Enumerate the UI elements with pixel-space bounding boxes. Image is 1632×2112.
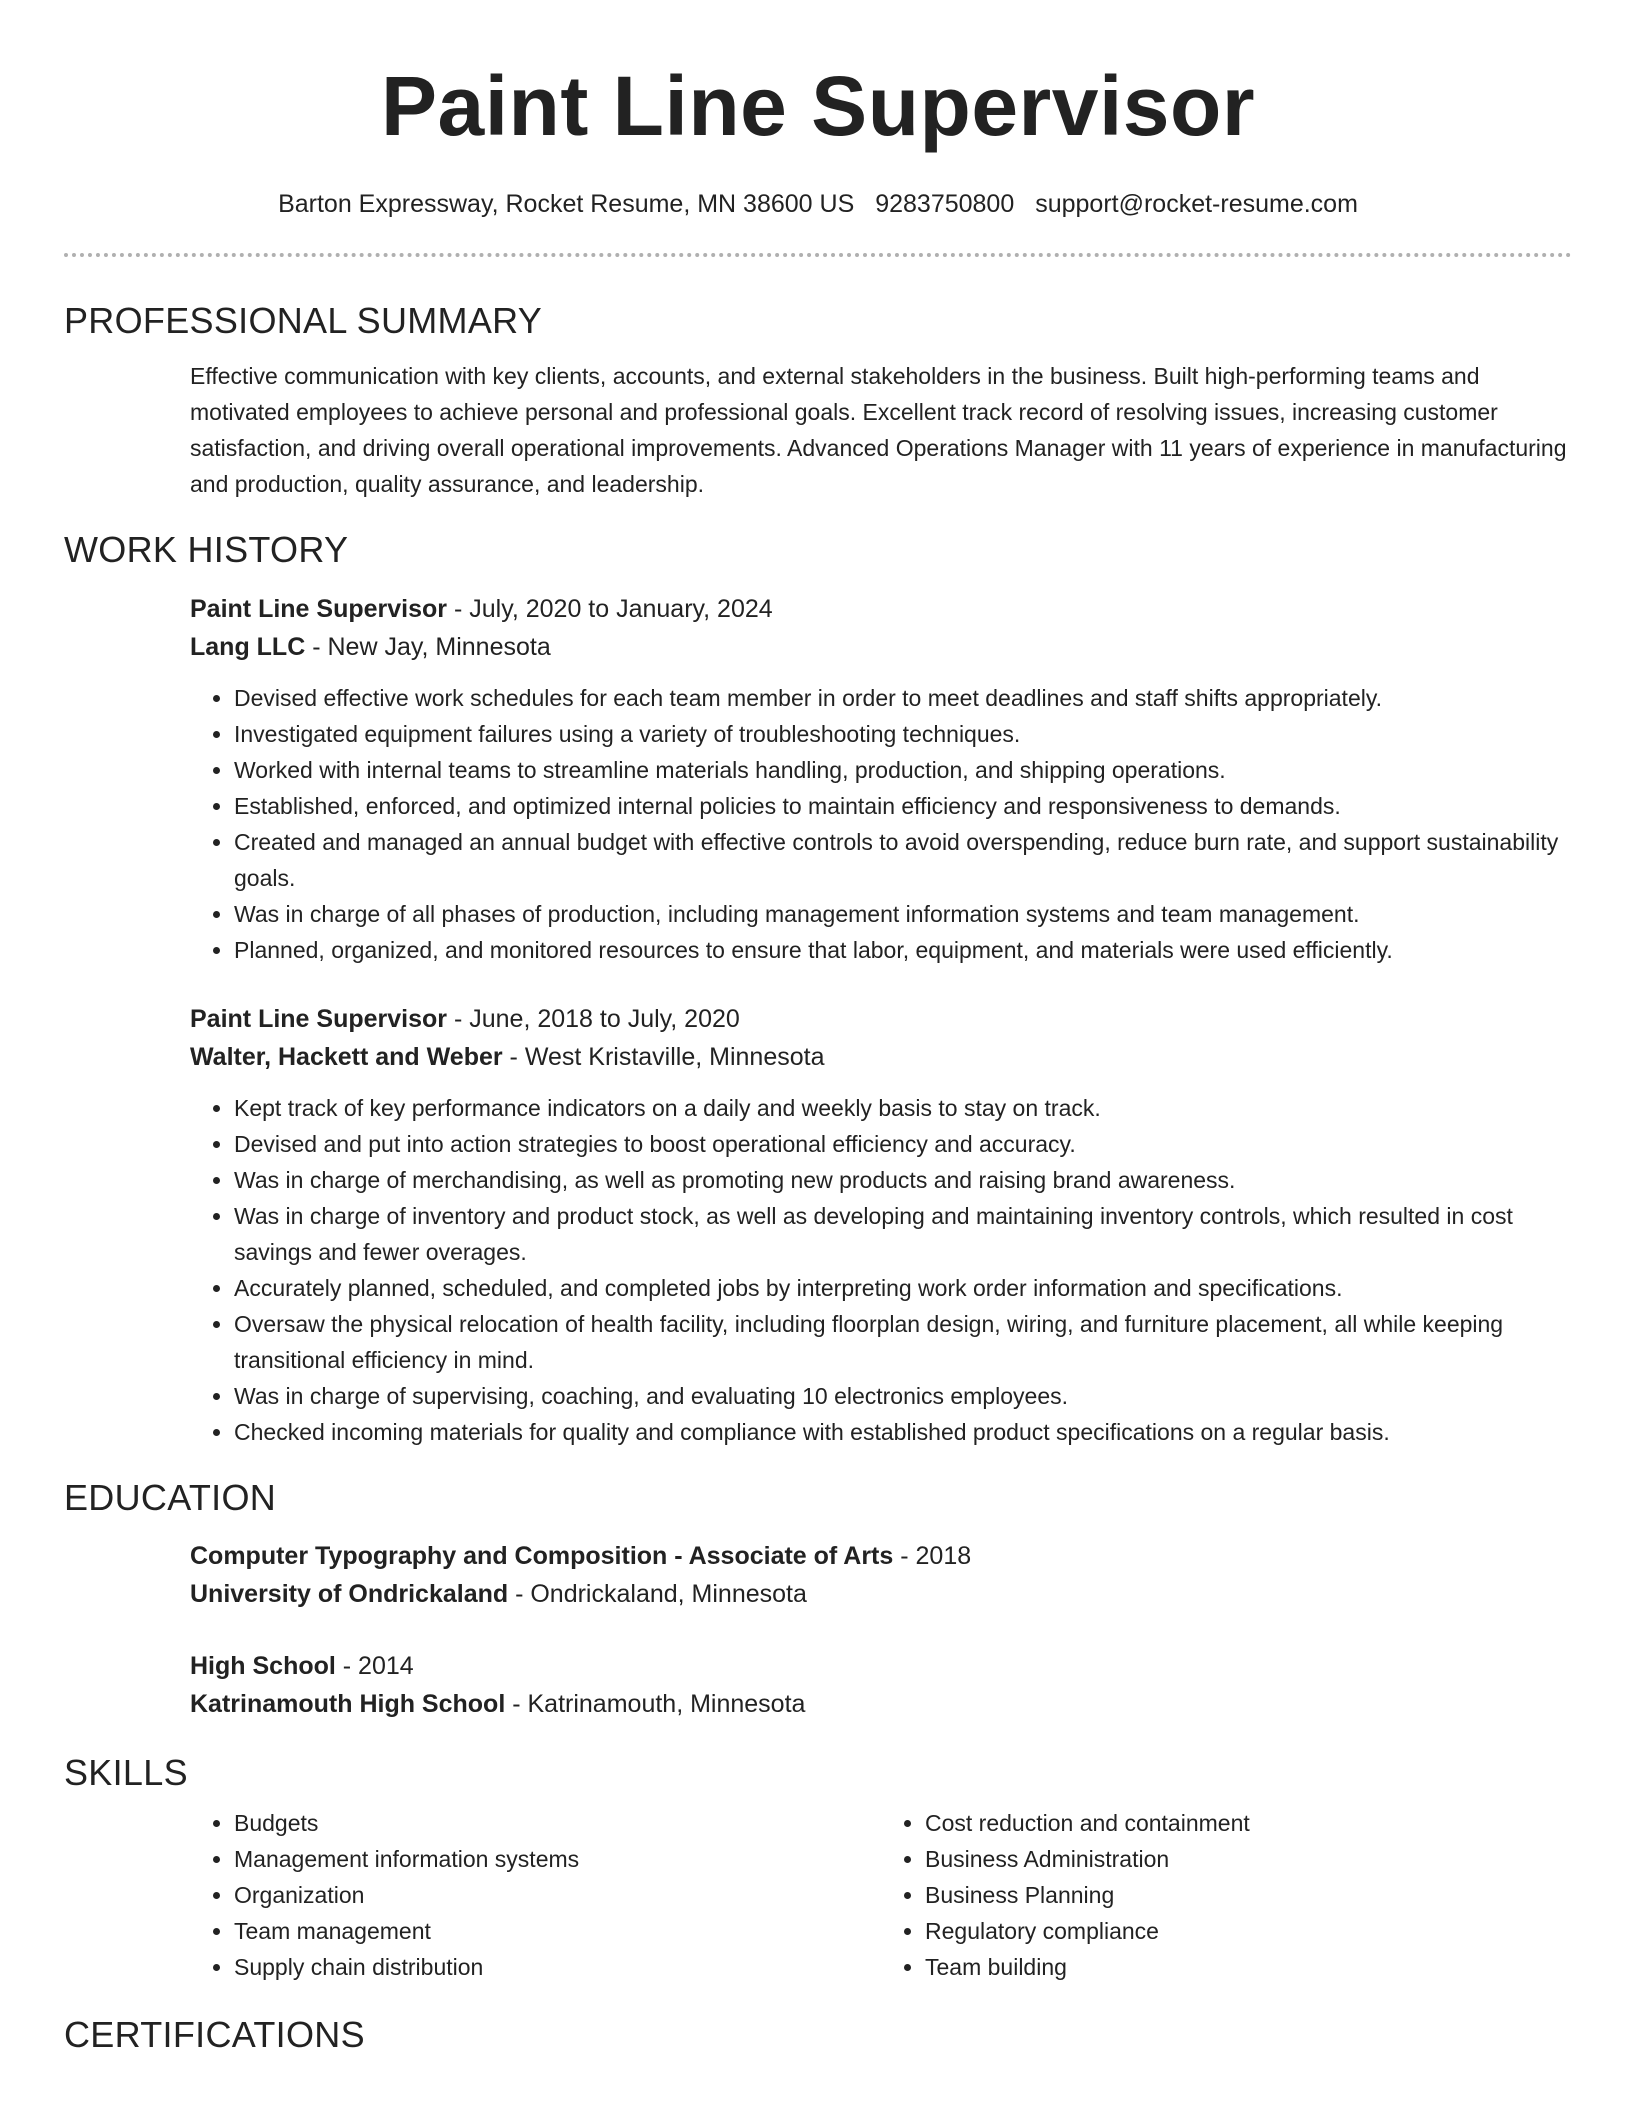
list-item: • Regulatory compliance: [925, 1913, 1572, 1949]
section-title-work: WORK HISTORY: [64, 529, 349, 571]
job-role: Paint Line Supervisor: [190, 594, 448, 623]
contact-phone: 9283750800: [875, 189, 1015, 218]
section-title-education: EDUCATION: [64, 1476, 277, 1518]
list-item: • Was in charge of inventory and product stock, as well as developing and maintaining inventory controls, which resulted in cost savings and fewer overages.: [234, 1198, 1572, 1270]
education-location: - Ondrickaland, Minnesota: [508, 1580, 807, 1609]
section-title-skills: SKILLS: [64, 1752, 188, 1794]
list-item: • Management information systems: [234, 1841, 881, 1877]
list-item: • Business Planning: [925, 1877, 1572, 1913]
contact-email: support@rocket-resume.com: [1035, 189, 1358, 218]
header-divider: [64, 253, 1572, 257]
job-title-line: [190, 1000, 1572, 1038]
education-entry-1: [190, 1537, 1572, 1613]
job-bullets: [190, 1090, 1572, 1450]
job-location: - West Kristaville, Minnesota: [502, 1042, 825, 1071]
job-company: Walter, Hackett and Weber: [190, 1042, 503, 1071]
list-item: • Was in charge of all phases of production, including management information systems and team management.: [234, 896, 1572, 932]
list-item: • Budgets: [234, 1805, 881, 1841]
summary-text: Effective communication with key clients, accounts, and external stakeholders in the business. Built high-performing teams and motivated employees to achieve personal and professional goals. Excellent track record of resolving issues, increasing customer satisfaction, and driving overall operational improvements. Advanced Operations Manager with 11 years of experience in manufacturing and production, quality assurance, and leadership.: [190, 363, 1567, 498]
resume-name: Paint Line Supervisor: [380, 59, 1256, 153]
job-company-line: [190, 1038, 1572, 1076]
list-item: • Team management: [234, 1913, 881, 1949]
education-degree-line: [190, 1537, 1572, 1575]
education-school: University of Ondrickaland: [190, 1580, 509, 1609]
education-body: [190, 1537, 1572, 1723]
contact-address: Barton Expressway, Rocket Resume, MN 38600 US: [278, 189, 855, 218]
education-school: Katrinamouth High School: [190, 1690, 506, 1719]
list-item: • Established, enforced, and optimized internal policies to maintain efficiency and responsiveness to demands.: [234, 788, 1572, 824]
list-item: • Cost reduction and containment: [925, 1805, 1572, 1841]
list-item: • Was in charge of merchandising, as well as promoting new products and raising brand awareness.: [234, 1162, 1572, 1198]
education-school-line: [190, 1575, 1572, 1613]
list-item: • Checked incoming materials for quality and compliance with established product specifications on a regular basis.: [234, 1414, 1572, 1450]
list-item: • Business Administration: [925, 1841, 1572, 1877]
job-role: Paint Line Supervisor: [190, 1004, 448, 1033]
list-item: • Was in charge of supervising, coaching, and evaluating 10 electronics employees.: [234, 1378, 1572, 1414]
job-entry-2: [190, 1000, 1572, 1450]
list-item: • Planned, organized, and monitored resources to ensure that labor, equipment, and materials were used efficiently.: [234, 932, 1572, 968]
education-degree: High School: [190, 1652, 336, 1681]
list-item: • Oversaw the physical relocation of health facility, including floorplan design, wiring, and furniture placement, all while keeping transitional efficiency in mind.: [234, 1306, 1572, 1378]
resume-page: [64, 0, 1572, 2055]
job-title-line: [190, 590, 1572, 628]
skills-list-left: [190, 1805, 881, 1985]
skills-body: [190, 1805, 1572, 1985]
list-item: • Investigated equipment failures using a variety of troubleshooting techniques.: [234, 716, 1572, 752]
summary-body: [190, 358, 1572, 502]
education-location: - Katrinamouth, Minnesota: [505, 1690, 806, 1719]
skills-list-right: [881, 1805, 1572, 1985]
education-school-line: [190, 1685, 1572, 1723]
education-degree: Computer Typography and Composition - Associate of Arts: [190, 1542, 894, 1571]
education-degree-line: [190, 1647, 1572, 1685]
education-year: - 2018: [893, 1542, 972, 1571]
education-entry-2: [190, 1647, 1572, 1723]
list-item: • Organization: [234, 1877, 881, 1913]
job-company-line: [190, 628, 1572, 666]
list-item: • Created and managed an annual budget with effective controls to avoid overspending, reduce burn rate, and support sustainability goals.: [234, 824, 1572, 896]
job-dates: - July, 2020 to January, 2024: [447, 594, 773, 623]
list-item: • Team building: [925, 1949, 1572, 1985]
list-item: • Devised effective work schedules for each team member in order to meet deadlines and staff shifts appropriately.: [234, 680, 1572, 716]
list-item: • Accurately planned, scheduled, and completed jobs by interpreting work order information and specifications.: [234, 1270, 1572, 1306]
section-title-certifications: CERTIFICATIONS: [64, 2013, 365, 2055]
job-company: Lang LLC: [190, 632, 306, 661]
list-item: • Supply chain distribution: [234, 1949, 881, 1985]
job-dates: - June, 2018 to July, 2020: [447, 1004, 740, 1033]
contact-line: [64, 189, 1572, 219]
list-item: • Devised and put into action strategies to boost operational efficiency and accuracy.: [234, 1126, 1572, 1162]
education-year: - 2014: [335, 1652, 414, 1681]
list-item: • Kept track of key performance indicators on a daily and weekly basis to stay on track.: [234, 1090, 1572, 1126]
list-item: • Worked with internal teams to streamline materials handling, production, and shipping operations.: [234, 752, 1572, 788]
job-bullets: [190, 680, 1572, 968]
work-body: [190, 590, 1572, 1450]
job-location: - New Jay, Minnesota: [305, 632, 551, 661]
job-entry-1: [190, 590, 1572, 968]
section-title-summary: PROFESSIONAL SUMMARY: [64, 299, 543, 341]
